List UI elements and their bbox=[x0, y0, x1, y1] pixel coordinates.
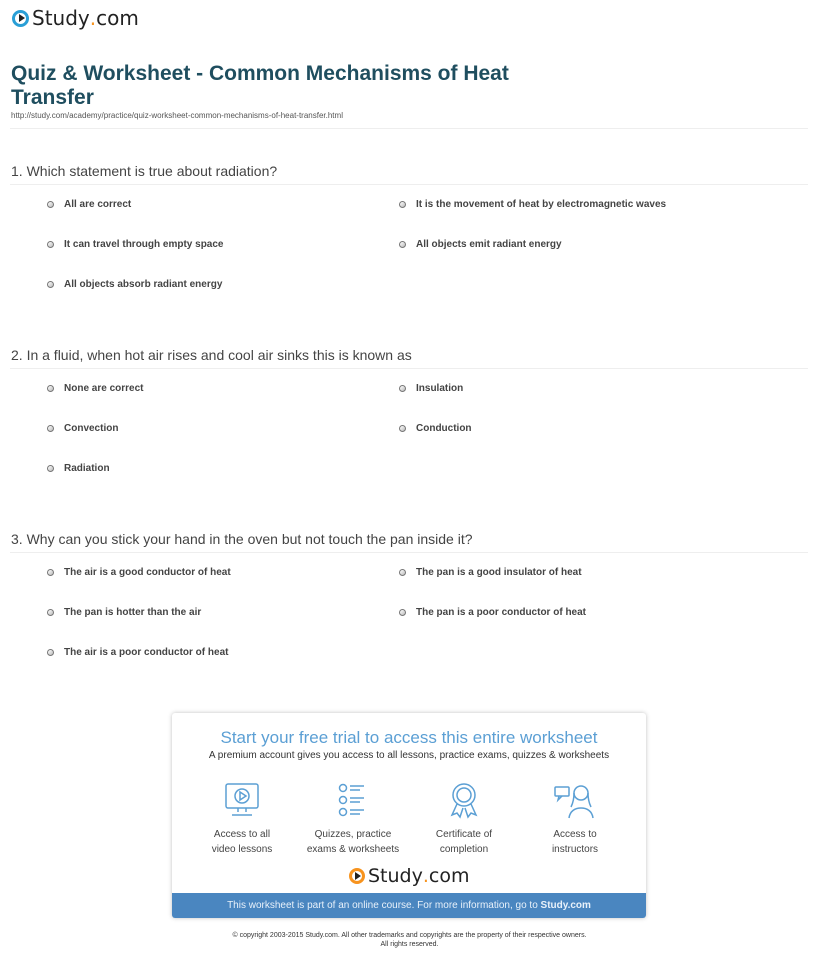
feature-label: Access to bbox=[553, 829, 597, 840]
page-title: Quiz & Worksheet - Common Mechanisms of Heat Transfer bbox=[11, 62, 509, 109]
rights-text: All rights reserved. bbox=[380, 941, 439, 948]
answer-option[interactable] bbox=[47, 607, 201, 618]
radio-icon[interactable] bbox=[399, 425, 406, 432]
option-label: Radiation bbox=[64, 463, 110, 474]
option-label: All objects emit radiant energy bbox=[416, 239, 562, 250]
option-label: Conduction bbox=[416, 423, 472, 434]
feature-label: Access to all bbox=[213, 829, 271, 840]
feature-quizzes bbox=[298, 781, 408, 857]
logo-dot: . bbox=[422, 865, 429, 887]
answer-option[interactable] bbox=[399, 239, 562, 250]
radio-icon[interactable] bbox=[399, 201, 406, 208]
answer-option[interactable] bbox=[47, 463, 110, 474]
radio-icon[interactable] bbox=[47, 609, 54, 616]
question-text: 2. In a fluid, when hot air rises and cool air sinks this is known as bbox=[11, 347, 412, 363]
answer-option[interactable] bbox=[399, 567, 582, 578]
feature-certificate bbox=[409, 781, 519, 857]
copyright-text: © copyright 2003-2015 Study.com. All other trademarks and copyrights are the property of their respective owners. bbox=[232, 932, 587, 939]
divider bbox=[10, 552, 808, 553]
radio-icon[interactable] bbox=[399, 241, 406, 248]
logo-dot: . bbox=[89, 6, 97, 30]
answer-option[interactable] bbox=[47, 647, 228, 658]
radio-icon[interactable] bbox=[47, 465, 54, 472]
option-label: The air is a poor conductor of heat bbox=[64, 647, 229, 658]
option-label: All objects absorb radiant energy bbox=[64, 279, 223, 290]
info-banner bbox=[172, 893, 646, 918]
answer-option[interactable] bbox=[47, 423, 118, 434]
answer-option[interactable] bbox=[399, 607, 586, 618]
option-label: None are correct bbox=[64, 383, 144, 394]
feature-label: Quizzes, practice bbox=[314, 829, 392, 840]
banner-text: This worksheet is part of an online course. For more information, go to bbox=[227, 900, 541, 911]
option-label: All are correct bbox=[64, 199, 132, 210]
play-icon bbox=[12, 10, 29, 27]
option-label: It is the movement of heat by electromagnetic waves bbox=[416, 199, 667, 210]
banner-link[interactable]: Study.com bbox=[540, 900, 591, 911]
question-text: 3. Why can you stick your hand in the oven but not touch the pan inside it? bbox=[11, 531, 473, 547]
divider bbox=[10, 368, 808, 369]
feature-instructors bbox=[520, 781, 630, 857]
study-logo-promo[interactable] bbox=[349, 865, 470, 887]
radio-icon[interactable] bbox=[399, 569, 406, 576]
logo-text: Study bbox=[32, 6, 90, 30]
answer-option[interactable] bbox=[399, 423, 472, 434]
feature-label: completion bbox=[439, 844, 489, 855]
question-text: 1. Which statement is true about radiation? bbox=[11, 163, 278, 179]
play-icon bbox=[349, 868, 365, 884]
radio-icon[interactable] bbox=[399, 385, 406, 392]
promo-title: Start your free trial to access this entire worksheet bbox=[220, 728, 598, 747]
option-label: The pan is hotter than the air bbox=[64, 607, 202, 618]
option-label: Insulation bbox=[416, 383, 464, 394]
study-logo[interactable] bbox=[12, 6, 139, 30]
option-label: It can travel through empty space bbox=[64, 239, 224, 250]
feature-label: exams & worksheets bbox=[306, 844, 400, 855]
radio-icon[interactable] bbox=[47, 649, 54, 656]
radio-icon[interactable] bbox=[47, 385, 54, 392]
radio-icon[interactable] bbox=[399, 609, 406, 616]
promo-box bbox=[172, 713, 646, 918]
video-monitor-icon bbox=[222, 781, 262, 819]
answer-option[interactable] bbox=[47, 279, 222, 290]
radio-icon[interactable] bbox=[47, 569, 54, 576]
radio-icon[interactable] bbox=[47, 201, 54, 208]
answer-option[interactable] bbox=[399, 199, 666, 210]
answer-option[interactable] bbox=[47, 239, 224, 250]
answer-option[interactable] bbox=[47, 199, 131, 210]
checklist-icon bbox=[333, 781, 373, 819]
feature-label: Certificate of bbox=[435, 829, 493, 840]
footer bbox=[0, 931, 819, 949]
answer-option[interactable] bbox=[47, 383, 143, 394]
page-url[interactable]: http://study.com/academy/practice/quiz-worksheet-common-mechanisms-of-heat-transfer.html bbox=[11, 111, 343, 120]
divider bbox=[10, 128, 808, 129]
feature-label: video lessons bbox=[211, 844, 273, 855]
answer-option[interactable] bbox=[399, 383, 463, 394]
feature-video bbox=[187, 781, 297, 857]
option-label: Convection bbox=[64, 423, 119, 434]
logo-text: Study bbox=[368, 865, 423, 887]
option-label: The pan is a good insulator of heat bbox=[416, 567, 582, 578]
promo-subtitle: A premium account gives you access to all lessons, practice exams, quizzes & worksheets bbox=[208, 750, 610, 761]
instructor-icon bbox=[553, 781, 597, 819]
radio-icon[interactable] bbox=[47, 281, 54, 288]
option-label: The air is a good conductor of heat bbox=[64, 567, 231, 578]
divider bbox=[10, 184, 808, 185]
certificate-icon bbox=[444, 781, 484, 819]
feature-label: instructors bbox=[551, 844, 599, 855]
option-label: The pan is a poor conductor of heat bbox=[416, 607, 587, 618]
logo-suffix: com bbox=[96, 6, 139, 30]
radio-icon[interactable] bbox=[47, 425, 54, 432]
radio-icon[interactable] bbox=[47, 241, 54, 248]
logo-suffix: com bbox=[428, 865, 470, 887]
answer-option[interactable] bbox=[47, 567, 231, 578]
